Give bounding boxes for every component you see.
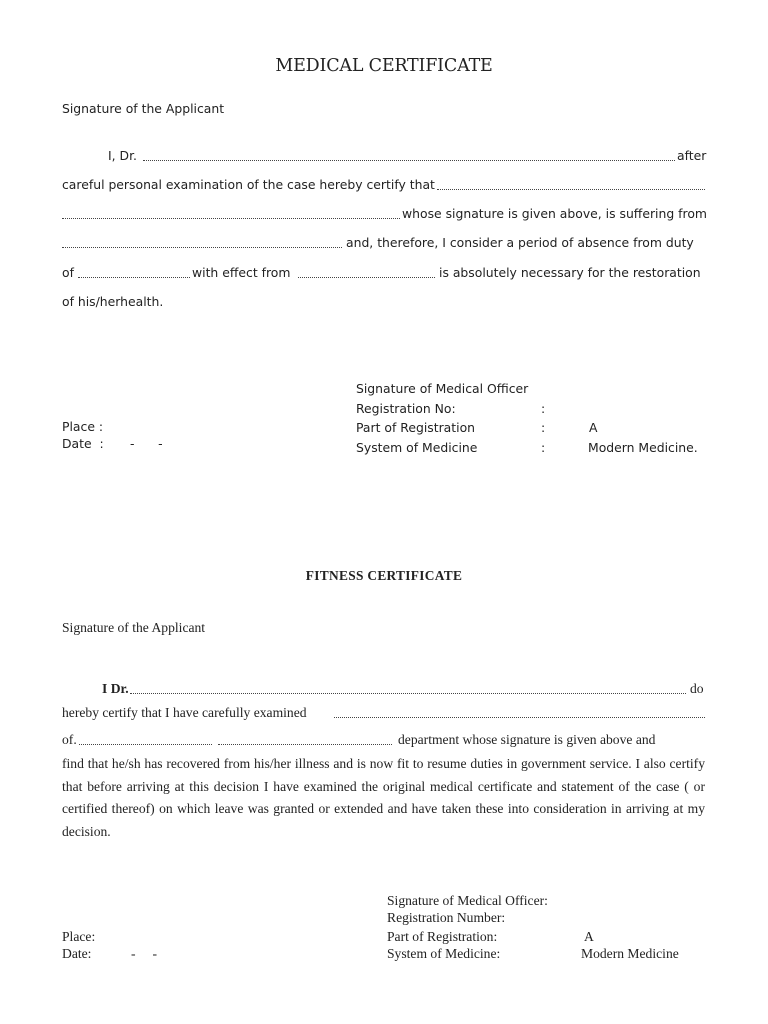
medical-system-medicine-label: System of Medicine [356, 440, 478, 455]
fitness-i-dr-label: I Dr. [102, 681, 129, 696]
fitness-system-medicine-value: Modern Medicine [581, 946, 679, 961]
medical-absence-text: and, therefore, I consider a period of absence from duty [346, 235, 694, 250]
medical-health-text: of his/herhealth. [62, 294, 164, 309]
medical-doctor-name-field[interactable] [143, 160, 675, 161]
fitness-part-registration-label: Part of Registration: [387, 929, 498, 944]
fitness-department-field[interactable] [218, 744, 392, 745]
medical-of-label: of [62, 265, 74, 280]
medical-restoration-text: is absolutely necessary for the restoration [439, 265, 701, 280]
medical-applicant-name-cont-field[interactable] [62, 218, 400, 219]
fitness-certify-text: hereby certify that I have carefully examined [62, 705, 307, 720]
medical-date-label: Date : [62, 436, 104, 451]
medical-effect-date-field[interactable] [298, 277, 435, 278]
fitness-department-text: department whose signature is given above and [398, 732, 656, 747]
fitness-date-dashes: - - [131, 946, 158, 961]
medical-certificate-title: MEDICAL CERTIFICATE [275, 56, 493, 76]
medical-place-label: Place : [62, 419, 104, 434]
medical-signature-applicant-label: Signature of the Applicant [62, 101, 225, 116]
fitness-date-label: Date: [62, 946, 92, 961]
medical-part-registration-label: Part of Registration [356, 420, 475, 435]
medical-effect-from-label: with effect from [192, 265, 291, 280]
medical-certify-text: careful personal examination of the case hereby certify that [62, 177, 435, 192]
medical-suffering-text: whose signature is given above, is suffering from [402, 206, 707, 221]
medical-system-medicine-colon: : [541, 440, 546, 455]
medical-date-dashes: - - [130, 436, 163, 451]
medical-registration-no-label: Registration No: [356, 401, 456, 416]
fitness-applicant-name-field[interactable] [334, 717, 705, 718]
fitness-part-registration-value: A [584, 929, 594, 944]
fitness-certificate-title: FITNESS CERTIFICATE [305, 568, 463, 583]
medical-illness-field[interactable] [62, 247, 342, 248]
medical-applicant-name-field[interactable] [437, 189, 705, 190]
fitness-officer-signature-label: Signature of Medical Officer: [387, 893, 548, 908]
medical-officer-signature-label: Signature of Medical Officer [356, 381, 529, 396]
medical-period-field[interactable] [78, 277, 190, 278]
fitness-declaration-paragraph: find that he/sh has recovered from his/her illness and is now fit to resume duties in government service. I also certify that before arriving at this decision I have examined the original medical certificate and statement of the case ( or certified thereof) on which leave was granted or extended and have taken these into consideration in arriving at my decision. [62, 756, 705, 839]
fitness-system-medicine-label: System of Medicine: [387, 946, 501, 961]
medical-system-medicine-value: Modern Medicine. [588, 440, 698, 455]
fitness-designation-field[interactable] [79, 744, 212, 745]
medical-i-dr-label: I, Dr. [108, 148, 137, 163]
medical-after-text: after [677, 148, 707, 163]
medical-registration-no-colon: : [541, 401, 546, 416]
fitness-do-text: do [690, 681, 704, 696]
medical-part-registration-value: A [589, 420, 598, 435]
fitness-place-label: Place: [62, 929, 96, 944]
fitness-signature-applicant-label: Signature of the Applicant [62, 620, 206, 635]
medical-part-registration-colon: : [541, 420, 546, 435]
fitness-doctor-name-field[interactable] [130, 693, 686, 694]
fitness-of-label: of. [62, 732, 77, 747]
fitness-registration-number-label: Registration Number: [387, 910, 506, 925]
